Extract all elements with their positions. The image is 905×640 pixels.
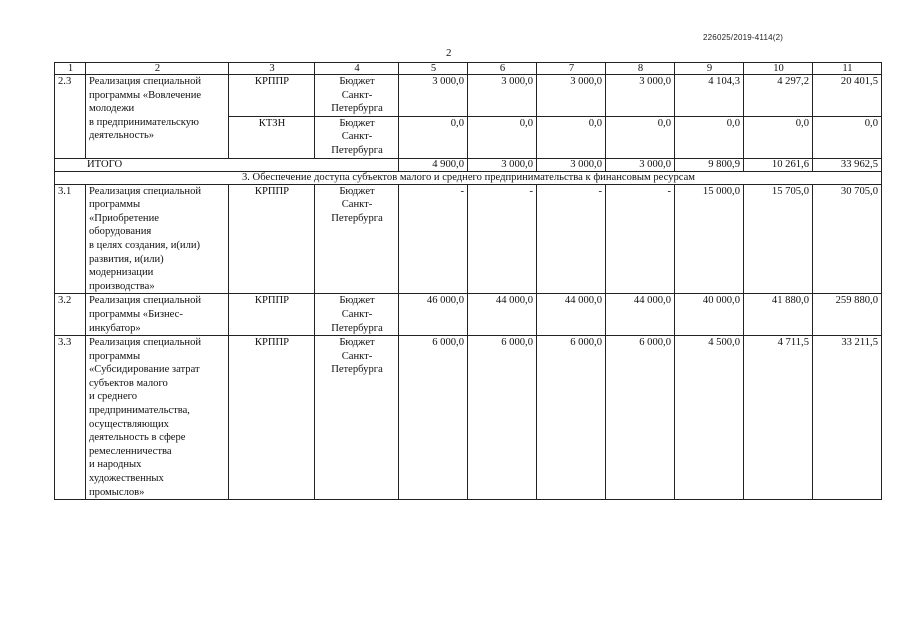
column-header: 5 (399, 63, 468, 75)
total-value: 33 962,5 (813, 158, 882, 171)
funding-source: Бюджет Санкт- Петербурга (315, 116, 399, 158)
funding-source: Бюджет Санкт- Петербурга (315, 336, 399, 500)
value-cell: 15 705,0 (744, 184, 813, 294)
column-header: 8 (606, 63, 675, 75)
row-number: 3.2 (55, 294, 86, 336)
page-number: 2 (446, 47, 452, 59)
value-cell: - (537, 184, 606, 294)
table-row (55, 336, 882, 500)
column-header: 6 (468, 63, 537, 75)
column-header: 1 (55, 63, 86, 75)
total-value: 10 261,6 (744, 158, 813, 171)
total-value: 3 000,0 (468, 158, 537, 171)
value-cell: 0,0 (606, 116, 675, 158)
total-value: 4 900,0 (399, 158, 468, 171)
value-cell: 44 000,0 (468, 294, 537, 336)
column-header: 7 (537, 63, 606, 75)
executor: КТЗН (229, 116, 315, 158)
measure-name: Реализация специальной программы «Вовлечение молодежи в предпринимательскую деятельность» (86, 75, 229, 159)
value-cell: 6 000,0 (537, 336, 606, 500)
total-value: 3 000,0 (606, 158, 675, 171)
value-cell: 4 297,2 (744, 75, 813, 117)
value-cell: 15 000,0 (675, 184, 744, 294)
value-cell: - (399, 184, 468, 294)
value-cell: 0,0 (537, 116, 606, 158)
table-row (55, 184, 882, 294)
value-cell: 0,0 (813, 116, 882, 158)
value-cell: 4 104,3 (675, 75, 744, 117)
value-cell: 30 705,0 (813, 184, 882, 294)
column-number-row (55, 63, 882, 75)
value-cell: 0,0 (744, 116, 813, 158)
measure-name: Реализация специальной программы «Субсидирование затрат субъектов малого и среднего предпринимательства, осуществляющих деятельность в сфере ремесленничества и народных художественных промыслов» (86, 336, 229, 500)
executor: КРППР (229, 294, 315, 336)
value-cell: 0,0 (675, 116, 744, 158)
value-cell: 46 000,0 (399, 294, 468, 336)
total-label: ИТОГО (55, 158, 399, 171)
funding-source: Бюджет Санкт- Петербурга (315, 294, 399, 336)
value-cell: - (606, 184, 675, 294)
value-cell: 20 401,5 (813, 75, 882, 117)
table-row (55, 75, 882, 117)
row-number: 2.3 (55, 75, 86, 159)
value-cell: 6 000,0 (606, 336, 675, 500)
total-value: 3 000,0 (537, 158, 606, 171)
row-number: 3.3 (55, 336, 86, 500)
section-title: 3. Обеспечение доступа субъектов малого и среднего предпринимательства к финансовым ресурсам (55, 171, 882, 184)
value-cell: 4 711,5 (744, 336, 813, 500)
value-cell: 3 000,0 (606, 75, 675, 117)
funding-source: Бюджет Санкт- Петербурга (315, 184, 399, 294)
value-cell: 6 000,0 (468, 336, 537, 500)
executor: КРППР (229, 184, 315, 294)
row-number: 3.1 (55, 184, 86, 294)
value-cell: 44 000,0 (537, 294, 606, 336)
column-header: 4 (315, 63, 399, 75)
value-cell: 41 880,0 (744, 294, 813, 336)
executor: КРППР (229, 336, 315, 500)
value-cell: 33 211,5 (813, 336, 882, 500)
value-cell: 0,0 (468, 116, 537, 158)
value-cell: 44 000,0 (606, 294, 675, 336)
value-cell: 0,0 (399, 116, 468, 158)
section-header-row (55, 171, 882, 184)
value-cell: 40 000,0 (675, 294, 744, 336)
column-header: 10 (744, 63, 813, 75)
table-row (55, 294, 882, 336)
funding-source: Бюджет Санкт- Петербурга (315, 75, 399, 117)
value-cell: 3 000,0 (537, 75, 606, 117)
value-cell: 4 500,0 (675, 336, 744, 500)
total-row (55, 158, 882, 171)
column-header: 2 (86, 63, 229, 75)
value-cell: 259 880,0 (813, 294, 882, 336)
measure-name: Реализация специальной программы «Приобретение оборудования в целях создания, и(или) развития, и(или) модернизации производства» (86, 184, 229, 294)
column-header: 3 (229, 63, 315, 75)
program-funding-table (54, 62, 882, 500)
value-cell: 3 000,0 (399, 75, 468, 117)
value-cell: - (468, 184, 537, 294)
total-value: 9 800,9 (675, 158, 744, 171)
value-cell: 6 000,0 (399, 336, 468, 500)
executor: КРППР (229, 75, 315, 117)
column-header: 11 (813, 63, 882, 75)
measure-name: Реализация специальной программы «Бизнес- инкубатор» (86, 294, 229, 336)
document-reference: 226025/2019-4114(2) (703, 33, 784, 42)
column-header: 9 (675, 63, 744, 75)
value-cell: 3 000,0 (468, 75, 537, 117)
